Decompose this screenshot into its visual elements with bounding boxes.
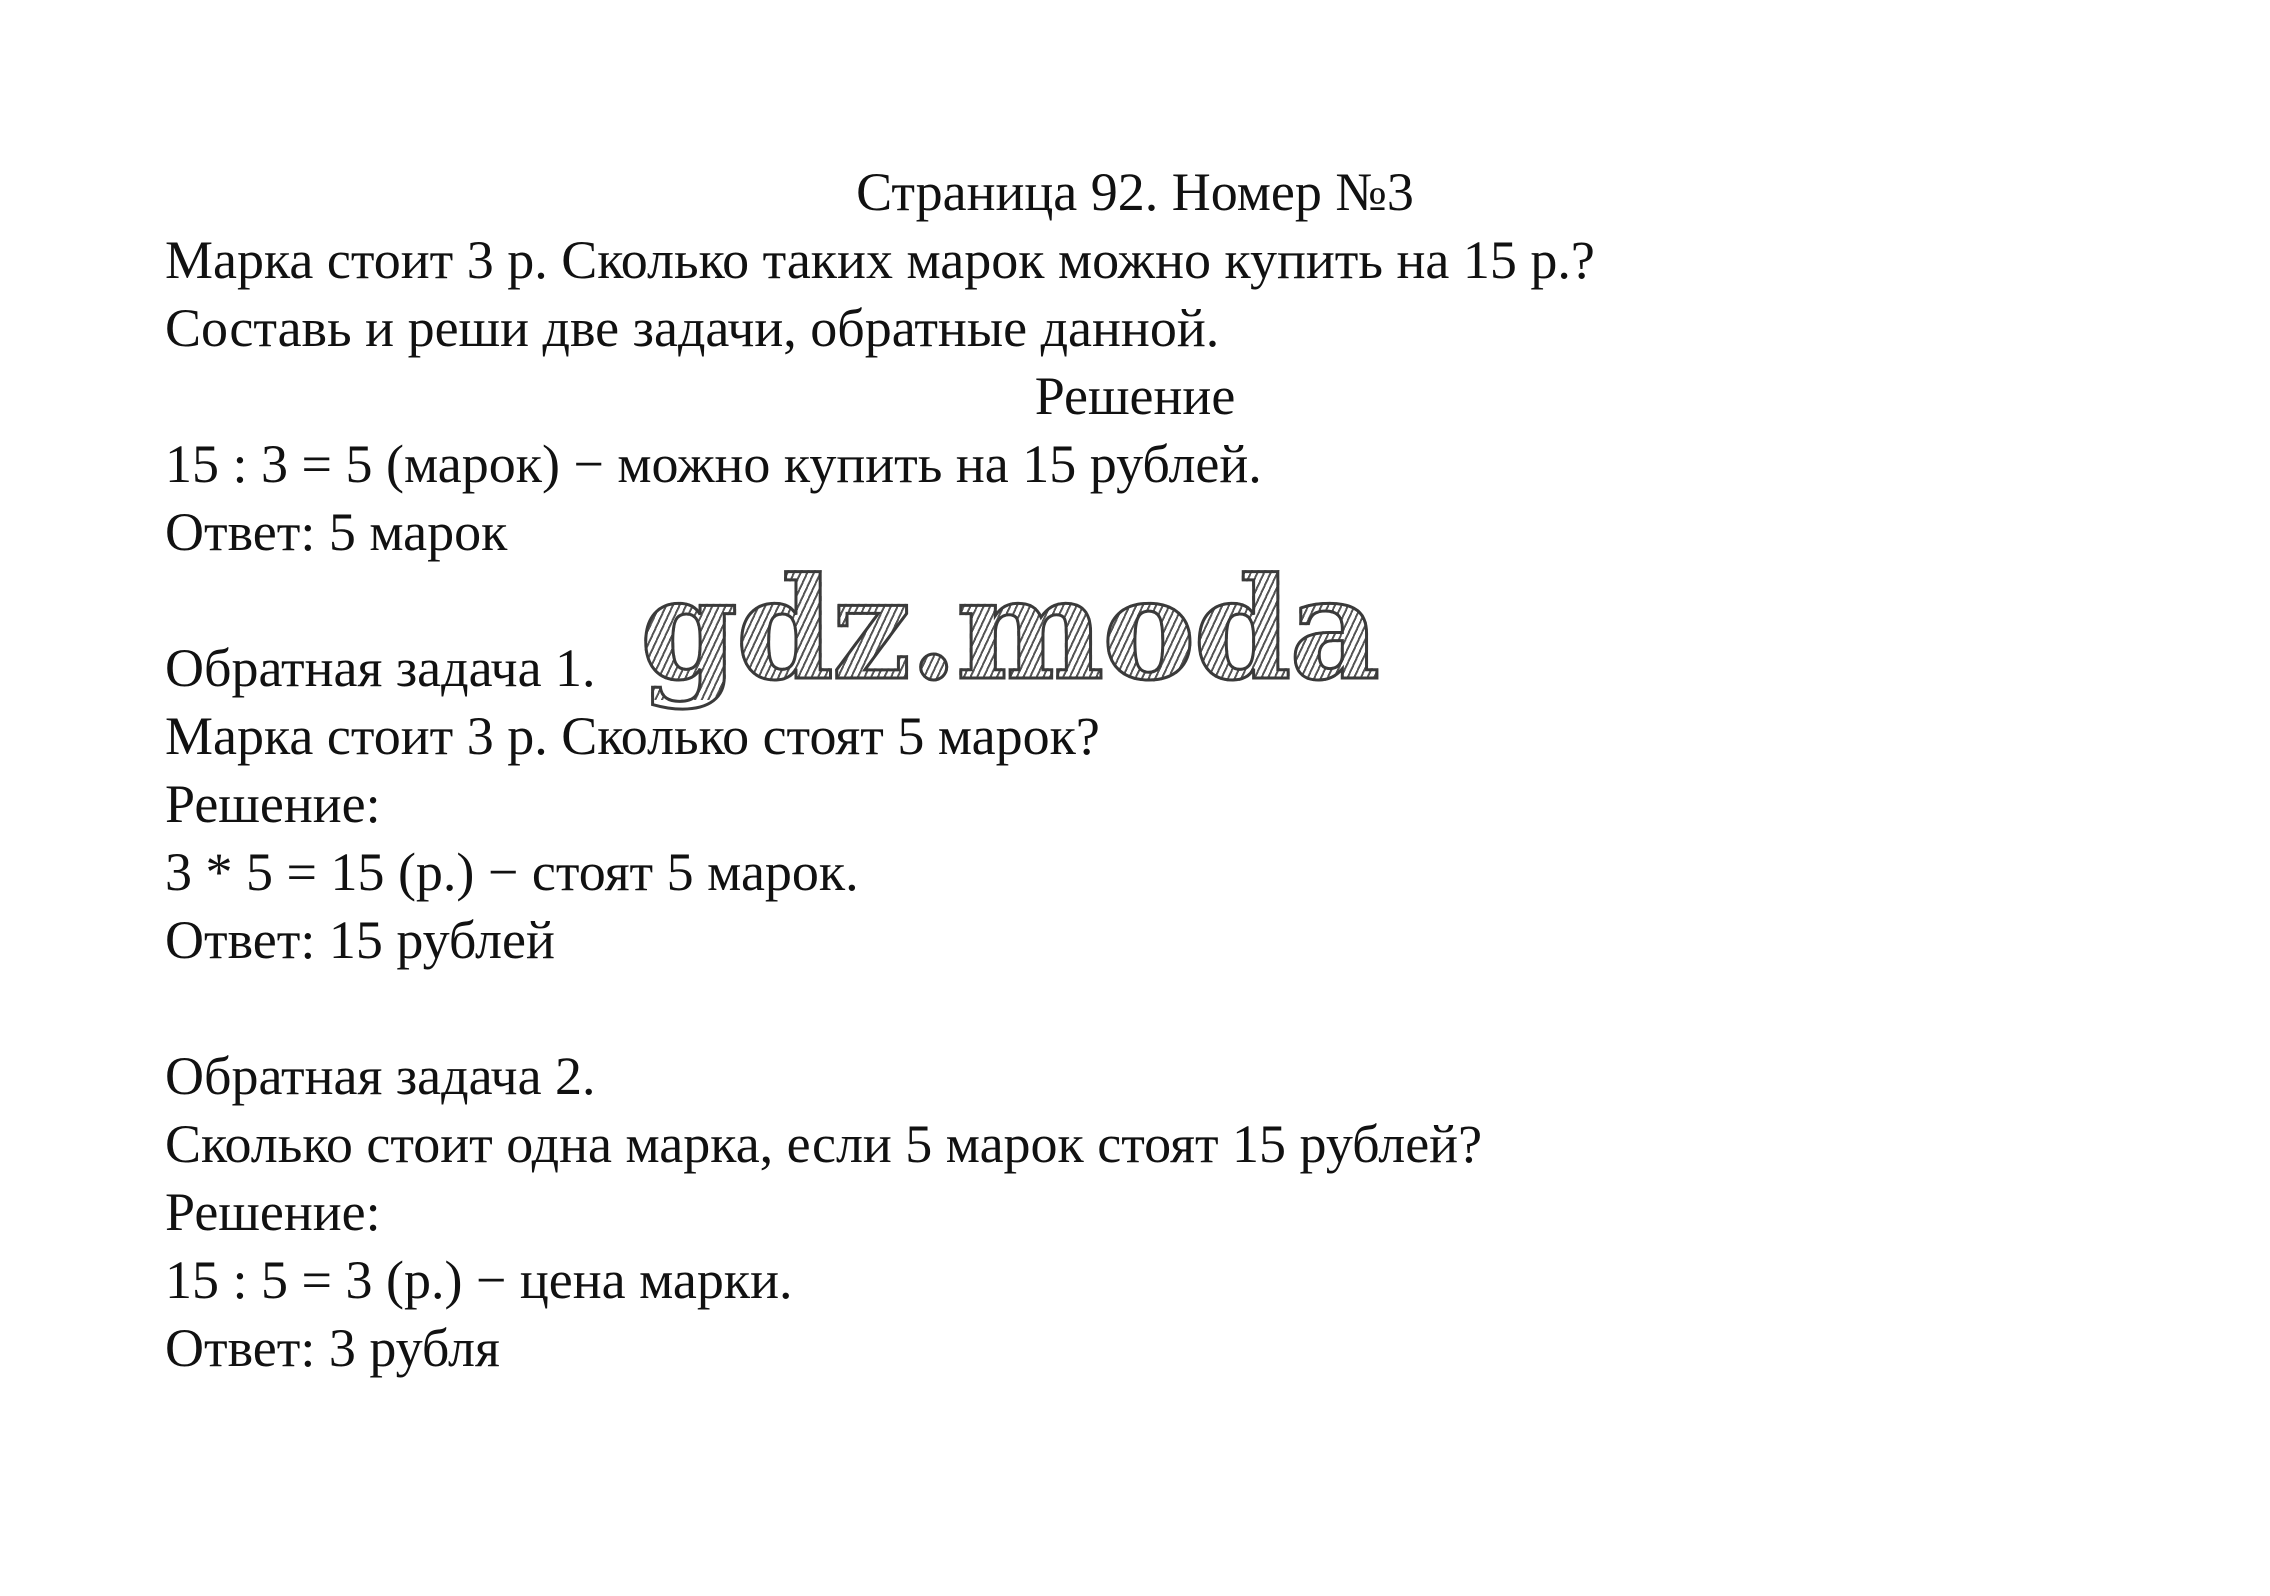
inverse-task-1-answer: Ответ: 15 рублей — [165, 910, 555, 970]
inverse-task-2-answer: Ответ: 3 рубля — [165, 1318, 500, 1378]
watermark-logo: gdz.moda — [640, 548, 1379, 712]
solution-line: 15 : 3 = 5 (марок) − можно купить на 15 рублей. — [165, 434, 1262, 494]
inverse-task-1-title: Обратная задача 1. — [165, 638, 596, 698]
task-text-line-1: Марка стоит 3 р. Сколько таких марок можно купить на 15 р.? — [165, 230, 1595, 290]
inverse-task-1-solution: 3 * 5 = 15 (р.) − стоят 5 марок. — [165, 842, 859, 902]
inverse-task-2-solution-label: Решение: — [165, 1182, 381, 1242]
solution-heading — [0, 362, 2270, 430]
inverse-task-1-question: Марка стоит 3 р. Сколько стоят 5 марок? — [165, 706, 1100, 766]
solution-heading-text: Решение — [1034, 366, 1236, 426]
answer-main: Ответ: 5 марок — [165, 502, 508, 562]
page-header: Страница 92. Номер №3 — [856, 162, 1414, 222]
inverse-task-1-solution-label: Решение: — [165, 774, 381, 834]
inverse-task-2-question: Сколько стоит одна марка, если 5 марок стоят 15 рублей? — [165, 1114, 1483, 1174]
task-text-line-2: Составь и реши две задачи, обратные данной. — [165, 298, 1220, 358]
inverse-task-2-title: Обратная задача 2. — [165, 1046, 596, 1106]
inverse-task-2-solution: 15 : 5 = 3 (р.) − цена марки. — [165, 1250, 793, 1310]
